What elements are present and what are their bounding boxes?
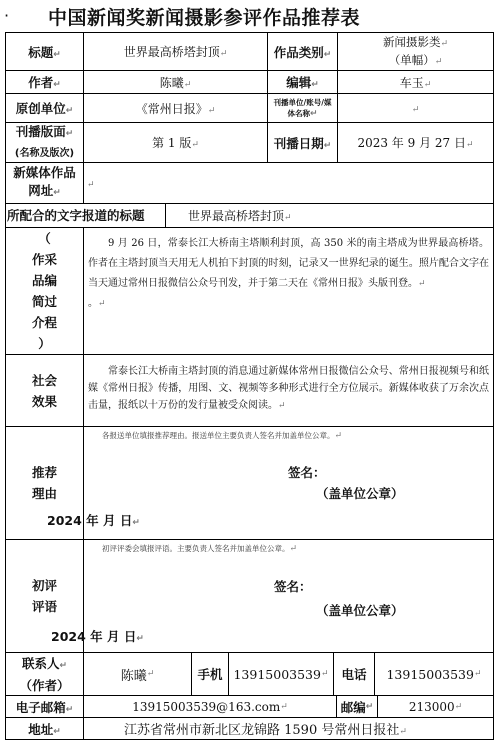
row-contact	[6, 653, 494, 696]
row-email	[6, 696, 494, 718]
original-unit-label: 原创单位↵	[6, 94, 84, 123]
recommendation-form	[5, 32, 493, 740]
review-seal: （盖单位公章）	[316, 603, 404, 618]
author-value[interactable]: 陈曦↵	[84, 71, 268, 94]
row-related-report	[6, 204, 494, 228]
recommendation-date: 2024 年 月 日↵	[47, 513, 140, 528]
editor-label: 编辑↵	[268, 71, 338, 94]
process-label: （ 作采 品编 简过 介程 ）	[6, 228, 84, 355]
zip-label: 邮编 ↵	[337, 696, 378, 717]
process-text[interactable]: 9 月 26 日，常泰长江大桥南主塔顺利封顶，高 350 米的南主塔成为世界最高桥塔。作者在主塔封顶当天用无人机拍下封顶的时刻，记录又一世界纪录的诞生。照片配合文字在当天通过常州日报微信公众号刊发，并于第二天在《常州日报》头版刊登。↵ 。↵	[84, 228, 494, 355]
contact-label: 联系人↵ （作者）	[6, 653, 84, 696]
related-report-label: 所配合的文字报道的标题	[6, 204, 166, 227]
document-header	[0, 0, 497, 32]
address-value[interactable]: 江苏省常州市新北区龙锦路 1590 号常州日报社↵	[84, 718, 494, 740]
mobile-label: 手机	[192, 653, 229, 695]
recommendation-sign: 签名：	[288, 465, 326, 480]
review-cell[interactable]	[51, 540, 494, 653]
review-note: 初评评委会填报评语。主要负责人签名并加盖单位公章。↵	[102, 544, 298, 554]
title-label: 标题↵	[6, 33, 84, 71]
original-unit-value[interactable]: 《常州日报》↵	[84, 94, 268, 123]
new-media-url-value[interactable]: ↵	[84, 163, 494, 204]
row-new-media	[6, 163, 494, 204]
review-date: 2024 年 月 日↵	[51, 629, 144, 644]
address-label: 地址↵	[6, 718, 84, 740]
title-value[interactable]: 世界最高桥塔封顶↵	[84, 33, 268, 71]
row-process	[6, 228, 494, 355]
author-label: 作者↵	[6, 71, 84, 94]
zip-value[interactable]: 213000 ↵	[408, 699, 463, 714]
recommendation-cell[interactable]	[47, 427, 494, 540]
contact-name-value[interactable]: 陈曦 ↵	[84, 653, 192, 695]
row-recommendation	[6, 427, 494, 540]
row-review	[6, 540, 494, 653]
row-original-unit	[6, 94, 494, 123]
phone-label: 电话	[334, 653, 375, 695]
phone-value[interactable]: 13915003539 ↵	[386, 666, 482, 682]
recommendation-note: 各报送单位填报推荐理由。报送单位主要负责人签名并加盖单位公章。↵	[102, 431, 343, 441]
date-label: 刊播日期↵	[268, 123, 338, 163]
related-report-cell	[6, 204, 494, 228]
date-value[interactable]: 2023 年 9 月 27 日↵	[338, 123, 494, 163]
contact-cell	[84, 653, 494, 696]
row-address	[6, 718, 494, 740]
category-value[interactable]: 新闻摄影类↵ （单幅）↵	[338, 33, 494, 71]
row-author	[6, 71, 494, 94]
new-media-label: 新媒体作品 网址↵	[6, 163, 84, 204]
effect-text[interactable]: 常泰长江大桥南主塔封顶的消息通过新媒体常州日报微信公众号、常州日报视频号和纸媒《常州日报》传播，用图、文、视频等多种形式进行全方位展示。新媒体收获了万余次点击量，报纸以十万份的发行量被受众阅读。↵	[84, 355, 494, 427]
category-label: 作品类别↵	[268, 33, 338, 71]
row-page	[6, 123, 494, 163]
recommendation-label: 推荐 理由	[6, 427, 84, 540]
effect-label: 社会 效果	[6, 355, 84, 427]
editor-value[interactable]: 车玉↵	[338, 71, 494, 94]
bullet-mark: ·	[4, 6, 10, 25]
mobile-value[interactable]: 13915003539 ↵	[229, 653, 334, 695]
recommendation-seal: （盖单位公章）	[316, 486, 404, 501]
row-effect	[6, 355, 494, 427]
review-label: 初评 评语	[6, 540, 84, 653]
email-cell	[84, 696, 494, 718]
page-value[interactable]: 第 1 版↵	[84, 123, 268, 163]
review-sign: 签名：	[274, 579, 312, 594]
page-label: 刊播版面↵ (名称及版次)	[6, 123, 84, 163]
email-value[interactable]: 13915003539@163.com ↵	[84, 696, 337, 717]
row-title	[6, 33, 494, 71]
media-name-label: 刊播单位/账号/媒体名称↵	[268, 94, 338, 123]
email-label: 电子邮箱↵	[6, 696, 84, 718]
document-title: 中国新闻奖新闻摄影参评作品推荐表	[48, 7, 361, 29]
related-report-value[interactable]: 世界最高桥塔封顶↵	[188, 209, 292, 223]
media-name-value[interactable]: ↵	[338, 94, 494, 123]
